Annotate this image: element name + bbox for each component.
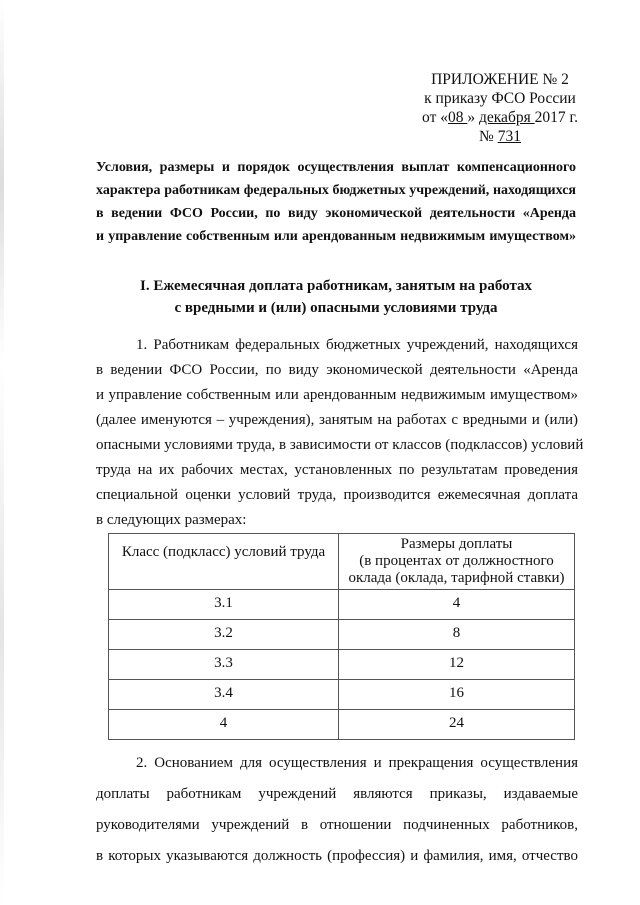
header-class: Класс (подкласс) условий труда bbox=[109, 534, 339, 590]
date-year: 2017 г. bbox=[534, 109, 578, 126]
cell-class: 3.3 bbox=[109, 650, 339, 680]
cell-amount: 16 bbox=[339, 680, 575, 710]
allowance-table bbox=[108, 533, 575, 740]
document-title bbox=[96, 156, 576, 248]
text-line: в которых указываются должность (профессия) и фамилия, имя, отчество bbox=[96, 848, 578, 864]
text-line: специальной оценки условий труда, производится ежемесячная доплата bbox=[96, 487, 578, 503]
cell-class: 4 bbox=[109, 710, 339, 740]
paragraph-2 bbox=[96, 748, 578, 872]
title-line: характера работникам федеральных бюджетных учреждений, находящихся bbox=[96, 183, 576, 198]
date-prefix: от « bbox=[422, 109, 448, 126]
appendix-number: ПРИЛОЖЕНИЕ № 2 bbox=[431, 71, 569, 88]
text-line: доплаты работникам учреждений являются приказы, издаваемые bbox=[96, 786, 578, 802]
text-line: и управление собственным или арендованным недвижимым имуществом» bbox=[96, 387, 578, 403]
header-line: оклада (оклада, тарифной ставки) bbox=[348, 570, 565, 586]
title-line: Условия, размеры и порядок осуществления выплат компенсационного bbox=[96, 160, 576, 175]
order-date bbox=[395, 108, 605, 127]
text-line: (далее именуются – учреждения), занятым на работах с вредными и (или) bbox=[96, 412, 578, 428]
header-line: Размеры доплаты bbox=[400, 536, 513, 552]
header-amount bbox=[339, 534, 575, 590]
cell-class: 3.4 bbox=[109, 680, 339, 710]
table-row bbox=[109, 620, 575, 650]
cell-class: 3.2 bbox=[109, 620, 339, 650]
paragraph-1 bbox=[96, 333, 584, 533]
cell-amount: 12 bbox=[339, 650, 575, 680]
cell-amount: 8 bbox=[339, 620, 575, 650]
text-line: 2. Основанием для осуществления и прекращения осуществления bbox=[136, 755, 578, 771]
text-line: 1. Работникам федеральных бюджетных учреждений, находящихся bbox=[136, 337, 578, 353]
table-row bbox=[109, 710, 575, 740]
order-ref: к приказу ФСО России bbox=[424, 90, 576, 107]
text-line: труда на их рабочих местах, установленных по результатам проведения bbox=[96, 462, 578, 478]
appendix-header bbox=[395, 70, 605, 146]
text-line: опасными условиями труда, в зависимости от классов (подклассов) условий bbox=[96, 437, 584, 453]
order-number bbox=[395, 127, 605, 146]
title-line: в ведении ФСО России, по виду экономической деятельности «Аренда bbox=[96, 206, 576, 221]
number-value: 731 bbox=[497, 128, 521, 145]
text-line: в ведении ФСО России, по виду экономической деятельности «Аренда bbox=[96, 362, 578, 378]
cell-amount: 4 bbox=[339, 590, 575, 620]
text-line: руководителями учреждений в отношении подчиненных работников, bbox=[96, 817, 578, 833]
title-line: и управление собственным или арендованным недвижимым имуществом» bbox=[96, 229, 576, 244]
section-heading-line: с вредными и (или) опасными условиями труда bbox=[174, 300, 498, 316]
date-mid: » bbox=[467, 109, 479, 126]
section-heading bbox=[96, 275, 576, 319]
section-heading-line: I. Ежемесячная доплата работникам, занятым на работах bbox=[140, 278, 532, 294]
scan-edge bbox=[0, 0, 4, 905]
table-header-row bbox=[109, 534, 575, 590]
date-month: декабря bbox=[479, 109, 535, 126]
cell-class: 3.1 bbox=[109, 590, 339, 620]
table-row bbox=[109, 590, 575, 620]
cell-amount: 24 bbox=[339, 710, 575, 740]
table-row bbox=[109, 680, 575, 710]
table-row bbox=[109, 650, 575, 680]
text-line: в следующих размерах: bbox=[96, 512, 247, 528]
header-line: (в процентах от должностного bbox=[359, 553, 554, 569]
number-prefix: № bbox=[479, 128, 498, 145]
date-day: 08 bbox=[448, 109, 468, 126]
